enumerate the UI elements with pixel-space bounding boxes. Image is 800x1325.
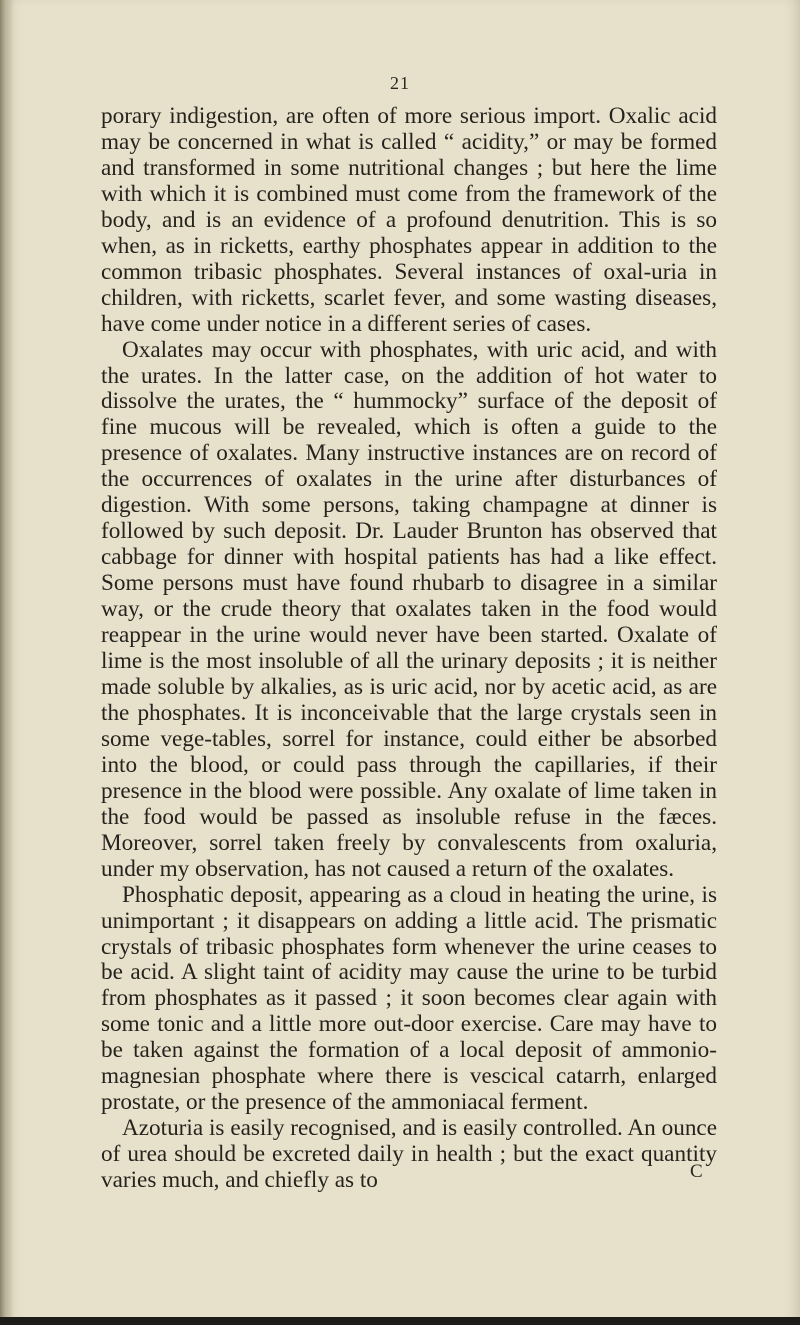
body-text (101, 104, 717, 1194)
paragraph-oxalates: Oxalates may occur with phosphates, with uric acid, and with the urates. In the latter case, on the addition of hot water to dissolve the urates, the “ hummocky” surface of the deposit of fine mucous will be revealed, which is often a guide to the presence of oxalates. Many instructive instances are on record of the occurrences of oxalates in the urine after disturbances of digestion. With some persons, taking champagne at dinner is followed by such deposit. Dr. Lauder Brunton has observed that cabbage for dinner with hospital patients has had a like effect. Some persons must have found rhubarb to disagree in a similar way, or the crude theory that oxalates taken in the food would reappear in the urine would never have been started. Oxalate of lime is the most insoluble of all the urinary deposits ; it is neither made soluble by alkalies, as is uric acid, nor by acetic acid, as are the phosphates. It is inconceivable that the large crystals seen in some vege-tables, sorrel for instance, could either be absorbed into the blood, or could pass through the capillaries, if their presence in the blood were possible. Any oxalate of lime taken in the food would be passed as insoluble refuse in the fæces. Moreover, sorrel taken freely by convalescents from oxaluria, under my observation, has not caused a return of the oxalates. (101, 336, 717, 882)
book-gutter-shadow (0, 0, 14, 1325)
paragraph-azoturia: Azoturia is easily recognised, and is easily controlled. An ounce of urea should be excreted daily in health ; but the exact quantity varies much, and chiefly as to (101, 1115, 717, 1194)
page-number: 21 (390, 73, 410, 93)
signature-mark: C (690, 1161, 704, 1182)
page-bottom-edge (0, 1317, 800, 1325)
paragraph-oxalic-acid: porary indigestion, are often of more serious import. Oxalic acid may be concerned in what is called “ acidity,” or may be formed and transformed in some nutritional changes ; but here the lime with which it is combined must come from the framework of the body, and is an evidence of a profound denutrition. This is so when, as in ricketts, earthy phosphates appear in addition to the common tribasic phosphates. Several instances of oxal-uria in children, with ricketts, scarlet fever, and some wasting diseases, have come under notice in a different series of cases. (101, 103, 717, 337)
paragraph-phosphatic-deposit: Phosphatic deposit, appearing as a cloud in heating the urine, is unimportant ; it disappears on adding a little acid. The prismatic crystals of tribasic phosphates form whenever the urine ceases to be acid. A slight taint of acidity may cause the urine to be turbid from phosphates as it passed ; it soon becomes clear again with some tonic and a little more out-door exercise. Care may have to be taken against the formation of a local deposit of ammonio-magnesian phosphate where there is vescical catarrh, enlarged prostate, or the presence of the ammoniacal ferment. (101, 881, 717, 1116)
